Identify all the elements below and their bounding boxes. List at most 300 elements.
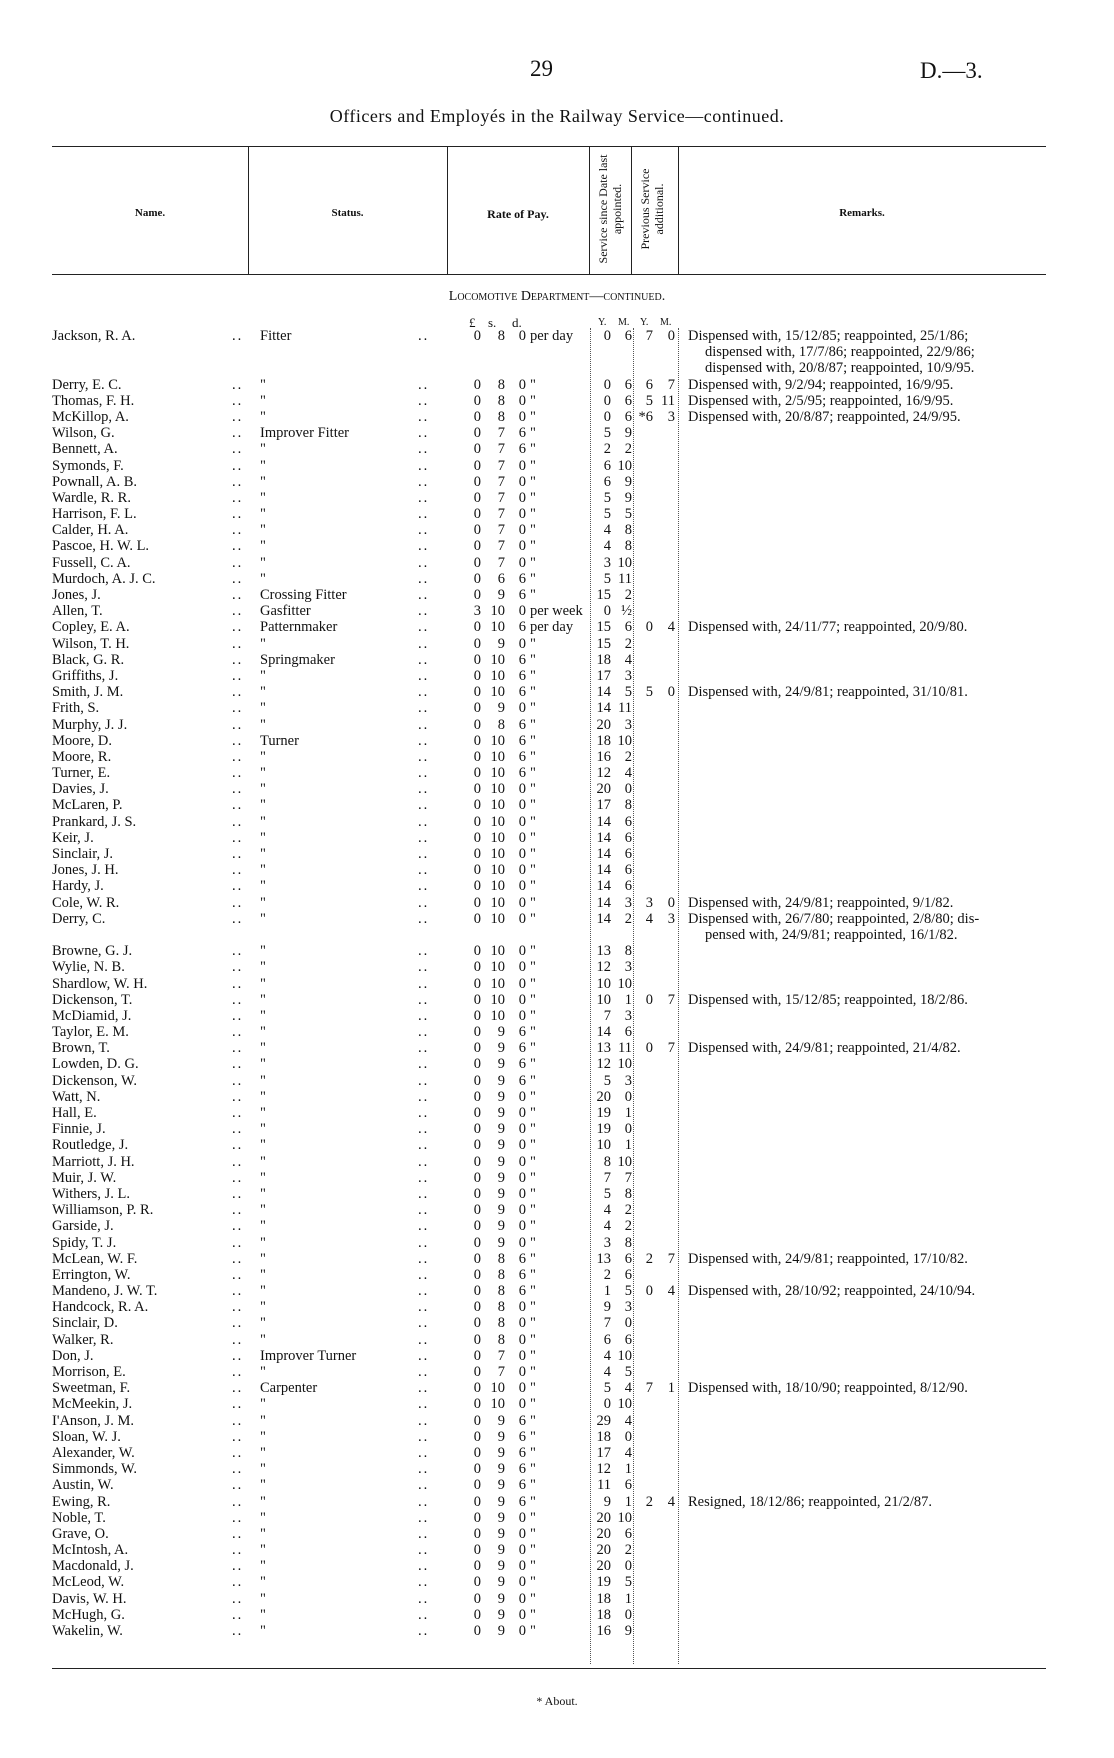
remark-continuation: pensed with, 24/9/81; reappointed, 16/1/82. [705, 926, 958, 943]
pay-shillings: 9 [497, 1509, 505, 1526]
table-row [0, 1607, 1114, 1623]
pay-pence: 0 [518, 1299, 526, 1316]
staff-name: Allen, T. [52, 603, 103, 620]
pay-pounds: 0 [473, 1007, 481, 1024]
pay-pence: 6 [518, 732, 526, 749]
service-months: 4 [624, 1412, 632, 1429]
pay-pence: 0 [518, 635, 526, 652]
leader-dots: .. [418, 943, 430, 960]
pay-unit: " [530, 667, 536, 684]
staff-name: Prankard, J. S. [52, 813, 137, 830]
table-row [0, 1202, 1114, 1218]
table-row [0, 1105, 1114, 1121]
service-months: 6 [624, 1525, 632, 1542]
page-number: 29 [530, 56, 553, 81]
pay-pounds: 0 [473, 1574, 481, 1591]
staff-name: Routledge, J. [52, 1137, 129, 1154]
pay-shillings: 10 [490, 1380, 505, 1397]
pay-unit: " [530, 1558, 536, 1575]
staff-name: Alexander, W. [52, 1444, 135, 1461]
pay-shillings: 8 [497, 716, 505, 733]
remark: Dispensed with, 15/12/85; reappointed, 18/2/86. [688, 991, 968, 1008]
staff-name: Bennett, A. [52, 441, 118, 458]
service-years: 17 [596, 797, 611, 814]
staff-status: " [260, 846, 266, 862]
pay-pence: 6 [518, 1024, 526, 1041]
leader-dots: .. [232, 1315, 244, 1332]
table-row [0, 814, 1114, 830]
pay-shillings: 8 [497, 1299, 505, 1316]
column-header-status: Status. [331, 207, 364, 219]
pay-pounds: 3 [473, 603, 481, 620]
service-months: 8 [624, 538, 632, 555]
service-years: 0 [603, 603, 611, 620]
pay-pence: 0 [518, 1347, 526, 1364]
service-months: 8 [624, 522, 632, 539]
pay-shillings: 9 [497, 1072, 505, 1089]
service-months: 9 [624, 1623, 632, 1639]
previous-months: 4 [667, 619, 675, 636]
pay-pence: 6 [518, 716, 526, 733]
pay-shillings: 10 [490, 878, 505, 895]
service-months: 2 [624, 910, 632, 927]
pay-shillings: 10 [490, 975, 505, 992]
table-row [0, 393, 1114, 409]
service-years: 12 [596, 765, 611, 782]
staff-status: Patternmaker [260, 619, 338, 636]
pay-unit: per week [530, 603, 583, 620]
service-years: 20 [596, 1509, 611, 1526]
staff-name: Keir, J. [52, 829, 94, 846]
pay-pence: 0 [518, 473, 526, 490]
pay-unit: " [530, 1121, 536, 1138]
pay-pence: 0 [518, 813, 526, 830]
staff-name: Smith, J. M. [52, 684, 124, 701]
remark: Dispensed with, 24/9/81; reappointed, 31/10/81. [688, 684, 968, 701]
staff-status: " [260, 538, 266, 555]
leader-dots: .. [418, 1250, 430, 1267]
pay-shillings: 9 [497, 1121, 505, 1138]
service-years: 14 [596, 829, 611, 846]
service-months: ½ [621, 603, 632, 620]
staff-name: Williamson, P. R. [52, 1202, 154, 1219]
column-header-name: Name. [134, 207, 166, 219]
service-months: 0 [624, 1558, 632, 1575]
table-row [0, 1073, 1114, 1089]
pay-shillings: 10 [490, 943, 505, 960]
pay-pence: 0 [518, 506, 526, 523]
service-years: 18 [596, 1428, 611, 1445]
service-years: 14 [596, 1024, 611, 1041]
leader-dots: .. [232, 894, 244, 911]
service-months: 11 [618, 700, 632, 717]
leader-dots: .. [232, 1590, 244, 1607]
staff-name: McKillop, A. [52, 408, 129, 425]
pay-pence: 0 [518, 1218, 526, 1235]
leader-dots: .. [232, 506, 244, 523]
service-years: 9 [603, 1299, 611, 1316]
pay-pounds: 0 [473, 1558, 481, 1575]
leader-dots: .. [232, 1606, 244, 1623]
pay-unit: " [530, 376, 536, 393]
pay-unit: " [530, 1509, 536, 1526]
service-years: 7 [603, 1007, 611, 1024]
pay-unit: " [530, 1283, 536, 1300]
service-months: 3 [624, 959, 632, 976]
service-years: 29 [596, 1412, 611, 1429]
staff-status: " [260, 1299, 266, 1316]
service-years: 0 [603, 1396, 611, 1413]
pay-shillings: 10 [490, 813, 505, 830]
table-row [0, 458, 1114, 474]
leader-dots: .. [418, 1525, 430, 1542]
previous-years: 2 [645, 1250, 653, 1267]
pay-shillings: 9 [497, 1153, 505, 1170]
service-months: 0 [624, 781, 632, 798]
remark: Dispensed with, 28/10/92; reappointed, 24/10/94. [688, 1283, 976, 1300]
service-months: 5 [624, 1574, 632, 1591]
staff-status: " [260, 1024, 266, 1041]
staff-name: McLean, W. F. [52, 1250, 138, 1267]
previous-years: 5 [645, 684, 653, 701]
pay-pence: 6 [518, 1283, 526, 1300]
pay-pounds: 0 [473, 619, 481, 636]
leader-dots: .. [418, 1380, 430, 1397]
pay-pounds: 0 [473, 732, 481, 749]
table-row [0, 1332, 1114, 1348]
table-row [0, 1526, 1114, 1542]
service-months: 6 [624, 1331, 632, 1348]
leader-dots: .. [418, 1364, 430, 1380]
leader-dots: .. [232, 1428, 244, 1445]
pay-pence: 0 [518, 1121, 526, 1138]
pay-unit: " [530, 506, 536, 523]
staff-name: Withers, J. L. [52, 1185, 130, 1202]
table-row [0, 587, 1114, 603]
leader-dots: .. [232, 1574, 244, 1591]
staff-status: " [260, 1444, 266, 1461]
leader-dots: .. [232, 797, 244, 814]
service-months: 11 [618, 570, 632, 587]
leader-dots: .. [232, 1380, 244, 1397]
column-header-service-text: Service since Date last appointed. [596, 154, 624, 264]
previous-years: 5 [645, 392, 653, 409]
pay-shillings: 10 [490, 797, 505, 814]
previous-years: 0 [645, 619, 653, 636]
pay-pounds: 0 [473, 441, 481, 458]
pay-pounds: 0 [473, 765, 481, 782]
table-row [0, 1154, 1114, 1170]
pay-pence: 6 [518, 1040, 526, 1057]
leader-dots: .. [418, 1558, 430, 1575]
staff-status: Crossing Fitter [260, 587, 347, 603]
pay-unit: " [530, 797, 536, 814]
service-years: 19 [596, 1574, 611, 1591]
service-months: 6 [624, 392, 632, 409]
previous-years: *6 [638, 408, 653, 425]
service-months: 9 [624, 489, 632, 506]
pay-pounds: 0 [473, 1525, 481, 1542]
pay-pounds: 0 [473, 700, 481, 717]
leader-dots: .. [232, 781, 244, 798]
service-months: 10 [617, 1153, 632, 1170]
service-years: 7 [603, 1169, 611, 1186]
pay-unit: " [530, 1007, 536, 1024]
staff-status: " [260, 473, 266, 490]
service-years: 12 [596, 1056, 611, 1073]
service-years: 19 [596, 1121, 611, 1138]
service-years: 17 [596, 1444, 611, 1461]
pay-unit: " [530, 1493, 536, 1510]
pay-pence: 6 [518, 667, 526, 684]
remark: Dispensed with, 15/12/85; reappointed, 25/1/86; [688, 328, 969, 344]
service-months: 6 [624, 1477, 632, 1494]
pay-unit: " [530, 1299, 536, 1316]
previous-years: 4 [645, 910, 653, 927]
pay-shillings: 7 [497, 538, 505, 555]
service-years: 4 [603, 1218, 611, 1235]
staff-status: " [260, 862, 266, 879]
pay-pence: 0 [518, 700, 526, 717]
service-months: 2 [624, 635, 632, 652]
leader-dots: .. [418, 878, 430, 895]
pay-pounds: 0 [473, 1185, 481, 1202]
document-reference: D.—3. [920, 58, 983, 83]
table-row [0, 1251, 1114, 1267]
leader-dots: .. [418, 732, 430, 749]
staff-name: Finnie, J. [52, 1121, 106, 1138]
leader-dots: .. [418, 603, 430, 620]
leader-dots: .. [232, 1461, 244, 1478]
pay-pence: 0 [518, 1331, 526, 1348]
pay-unit: " [530, 1202, 536, 1219]
pay-pence: 6 [518, 684, 526, 701]
pay-shillings: 9 [497, 1574, 505, 1591]
staff-status: " [260, 813, 266, 830]
leader-dots: .. [418, 910, 430, 927]
pay-unit: " [530, 748, 536, 765]
pay-unit: " [530, 1477, 536, 1494]
pay-shillings: 10 [490, 829, 505, 846]
leader-dots: .. [418, 1024, 430, 1041]
pay-shillings: 9 [497, 1461, 505, 1478]
unit-years-previous: Y. [640, 317, 649, 328]
remark: Dispensed with, 24/9/81; reappointed, 9/1/82. [688, 894, 954, 911]
staff-status: " [260, 1056, 266, 1073]
table-row [0, 425, 1114, 441]
leader-dots: .. [232, 1412, 244, 1429]
leader-dots: .. [232, 684, 244, 701]
service-months: 1 [624, 1590, 632, 1607]
pay-pence: 0 [518, 522, 526, 539]
service-months: 9 [624, 425, 632, 442]
pay-unit: " [530, 1056, 536, 1073]
pay-pounds: 0 [473, 1380, 481, 1397]
leader-dots: .. [232, 554, 244, 571]
table-row [0, 1267, 1114, 1283]
leader-dots: .. [232, 635, 244, 652]
leader-dots: .. [418, 829, 430, 846]
remark-continuation-row [0, 344, 1114, 360]
leader-dots: .. [232, 1088, 244, 1105]
staff-name: Grave, O. [52, 1525, 109, 1542]
table-row [0, 1364, 1114, 1380]
leader-dots: .. [232, 1509, 244, 1526]
pay-pence: 6 [518, 587, 526, 603]
staff-name: Derry, C. [52, 910, 106, 927]
staff-name: Austin, W. [52, 1477, 114, 1494]
staff-status: " [260, 1477, 266, 1494]
staff-status: " [260, 1250, 266, 1267]
table-row [0, 959, 1114, 975]
pay-pence: 0 [518, 1088, 526, 1105]
pay-pence: 6 [518, 1428, 526, 1445]
staff-name: Wilson, G. [52, 425, 115, 442]
leader-dots: .. [232, 619, 244, 636]
leader-dots: .. [232, 1072, 244, 1089]
staff-name: Moore, R. [52, 748, 112, 765]
remark-continuation: dispensed with, 17/7/86; reappointed, 22/9/86; [705, 344, 975, 361]
pay-shillings: 7 [497, 522, 505, 539]
staff-name: Sinclair, D. [52, 1315, 118, 1332]
staff-name: Muir, J. W. [52, 1169, 117, 1186]
pay-pence: 0 [518, 894, 526, 911]
staff-name: Morrison, E. [52, 1364, 126, 1380]
previous-months: 1 [667, 1380, 675, 1397]
table-row [0, 1186, 1114, 1202]
pay-pence: 0 [518, 408, 526, 425]
leader-dots: .. [418, 959, 430, 976]
previous-years: 2 [645, 1493, 653, 1510]
service-months: 4 [624, 765, 632, 782]
pay-unit: " [530, 732, 536, 749]
staff-table [0, 328, 1114, 1639]
leader-dots: .. [418, 667, 430, 684]
previous-months: 7 [667, 1250, 675, 1267]
leader-dots: .. [232, 1299, 244, 1316]
pay-pounds: 0 [473, 570, 481, 587]
leader-dots: .. [232, 408, 244, 425]
pay-pounds: 0 [473, 1542, 481, 1559]
pay-unit: " [530, 1396, 536, 1413]
service-years: 0 [603, 408, 611, 425]
staff-name: Noble, T. [52, 1509, 106, 1526]
pay-pounds: 0 [473, 1509, 481, 1526]
leader-dots: .. [418, 587, 430, 603]
leader-dots: .. [232, 1137, 244, 1154]
pay-pounds: 0 [473, 1331, 481, 1348]
service-months: 4 [624, 1444, 632, 1461]
staff-status: " [260, 667, 266, 684]
staff-status: " [260, 1007, 266, 1024]
service-years: 8 [603, 1153, 611, 1170]
pay-shillings: 7 [497, 441, 505, 458]
service-years: 13 [596, 1250, 611, 1267]
staff-status: " [260, 1428, 266, 1445]
table-row [0, 1315, 1114, 1331]
leader-dots: .. [232, 328, 244, 344]
pay-unit: " [530, 862, 536, 879]
staff-status: " [260, 1493, 266, 1510]
staff-status: " [260, 1234, 266, 1251]
service-years: 14 [596, 700, 611, 717]
service-years: 10 [596, 991, 611, 1008]
pay-unit: " [530, 1331, 536, 1348]
service-years: 18 [596, 651, 611, 668]
pay-pounds: 0 [473, 1444, 481, 1461]
leader-dots: .. [232, 603, 244, 620]
pay-shillings: 9 [497, 1412, 505, 1429]
table-row [0, 328, 1114, 344]
table-row [0, 1429, 1114, 1445]
pay-unit: " [530, 894, 536, 911]
pay-unit: " [530, 1040, 536, 1057]
pay-pounds: 0 [473, 1218, 481, 1235]
staff-status: " [260, 392, 266, 409]
staff-name: Hardy, J. [52, 878, 104, 895]
leader-dots: .. [232, 1202, 244, 1219]
leader-dots: .. [232, 1444, 244, 1461]
table-row [0, 377, 1114, 393]
staff-name: Walker, R. [52, 1331, 114, 1348]
service-months: 10 [617, 1347, 632, 1364]
pay-unit: " [530, 1428, 536, 1445]
page-title: Officers and Employés in the Railway Service—continued. [329, 106, 785, 126]
staff-name: Pascoe, H. W. L. [52, 538, 150, 555]
service-months: 10 [617, 457, 632, 474]
table-row [0, 1591, 1114, 1607]
staff-name: Black, G. R. [52, 651, 125, 668]
previous-months: 0 [667, 328, 675, 344]
staff-status: " [260, 570, 266, 587]
staff-name: Macdonald, J. [52, 1558, 134, 1575]
remark-continuation: dispensed with, 20/8/87; reappointed, 10/9/95. [705, 360, 975, 377]
staff-status: Fitter [260, 328, 292, 344]
pay-pounds: 0 [473, 587, 481, 603]
previous-months: 11 [661, 392, 675, 409]
pay-pounds: 0 [473, 635, 481, 652]
pay-shillings: 9 [497, 1040, 505, 1057]
pay-pounds: 0 [473, 522, 481, 539]
pay-shillings: 8 [497, 1331, 505, 1348]
leader-dots: .. [232, 732, 244, 749]
pay-pence: 0 [518, 991, 526, 1008]
table-row [0, 765, 1114, 781]
pay-pounds: 0 [473, 1137, 481, 1154]
leader-dots: .. [418, 1234, 430, 1251]
leader-dots: .. [418, 1202, 430, 1219]
leader-dots: .. [418, 1072, 430, 1089]
leader-dots: .. [418, 651, 430, 668]
table-row [0, 992, 1114, 1008]
leader-dots: .. [232, 1153, 244, 1170]
service-years: 20 [596, 1542, 611, 1559]
leader-dots: .. [232, 1250, 244, 1267]
unit-months-service: M. [618, 317, 630, 328]
pay-pence: 0 [518, 1007, 526, 1024]
pay-unit: " [530, 1315, 536, 1332]
pay-unit: " [530, 991, 536, 1008]
leader-dots: .. [232, 1347, 244, 1364]
pay-pounds: 0 [473, 667, 481, 684]
pay-unit: " [530, 635, 536, 652]
table-row [0, 441, 1114, 457]
staff-status: " [260, 1590, 266, 1607]
service-years: 2 [603, 1266, 611, 1283]
leader-dots: .. [418, 392, 430, 409]
service-years: 18 [596, 1606, 611, 1623]
staff-name: Errington, W. [52, 1266, 131, 1283]
